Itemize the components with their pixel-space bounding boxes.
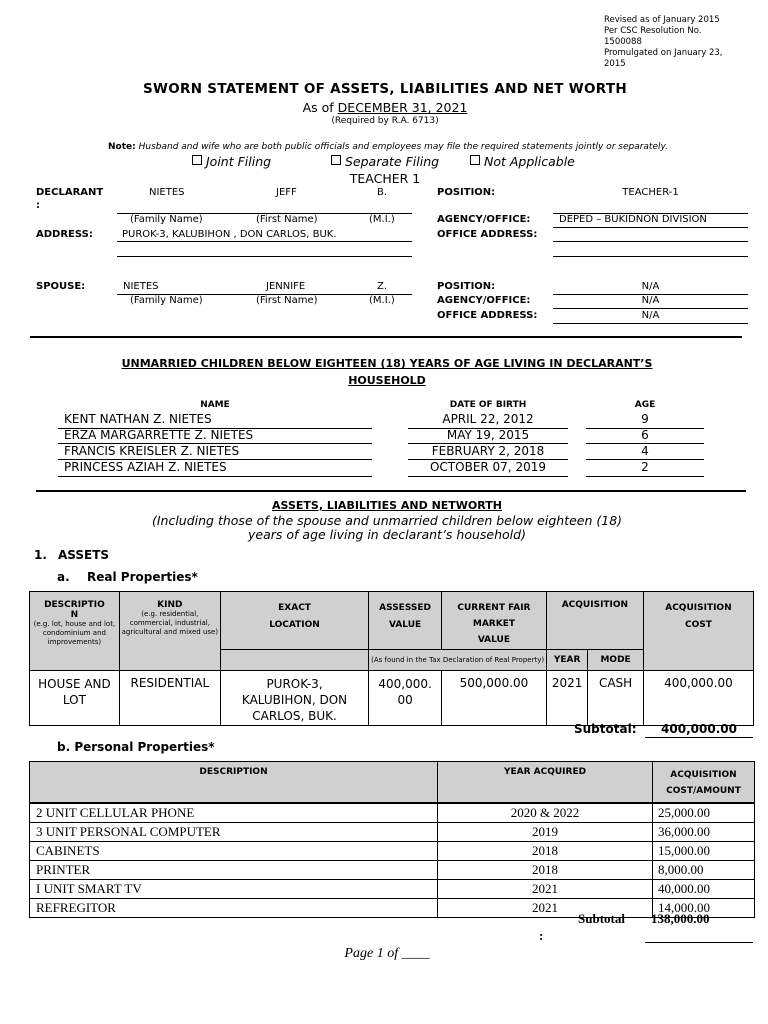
personal-properties-table — [29, 761, 755, 918]
address-label: ADDRESS: — [36, 229, 93, 240]
table-row — [30, 822, 755, 841]
declarant-family-name: NIETES — [149, 187, 185, 198]
cell-cost: 40,000.00 — [653, 879, 755, 898]
revision-note — [604, 15, 754, 70]
real-subtotal-line — [645, 737, 753, 738]
office-address-line — [553, 241, 748, 242]
children-title-2: HOUSEHOLD — [348, 374, 426, 387]
joint-filing-option[interactable] — [192, 154, 271, 169]
spouse-label: SPOUSE: — [36, 281, 86, 292]
table-row — [30, 803, 755, 823]
page-title: SWORN STATEMENT OF ASSETS, LIABILITIES AND NET WORTH — [143, 81, 627, 97]
child-age: 9 — [641, 412, 649, 426]
spouse-agency-line — [553, 308, 748, 309]
real-properties-title: Real Properties* — [87, 570, 198, 584]
checkbox-icon[interactable] — [470, 155, 480, 165]
not-applicable-option[interactable] — [470, 154, 575, 169]
personal-properties-title: b. Personal Properties* — [57, 740, 215, 754]
cell-cost: 14,000.00 — [653, 898, 755, 917]
address-line — [117, 241, 412, 242]
cell-year: 2021 — [438, 879, 653, 898]
child-age: 4 — [641, 444, 649, 458]
cell-mode: CASH — [588, 671, 644, 726]
header-value-note: (As found in the Tax Declaration of Real Property) — [369, 650, 547, 671]
revision-line: Promulgated on January 23, — [604, 48, 723, 58]
spouse-agency-label: AGENCY/OFFICE: — [437, 295, 531, 306]
cell-description: CABINETS — [30, 841, 438, 860]
address-value: PUROK-3, KALUBIHON , DON CARLOS, BUK. — [122, 229, 337, 240]
separate-filing-label: Separate Filing — [345, 154, 440, 169]
cell-description: I UNIT SMART TV — [30, 879, 438, 898]
mi-caption: (M.I.) — [369, 214, 395, 225]
note — [0, 142, 768, 152]
spouse-agency-value: N/A — [641, 295, 660, 306]
header-fair-market-value: CURRENT FAIR MARKET VALUE — [441, 592, 546, 650]
spouse-position-value: N/A — [641, 281, 660, 292]
cell-year: 2021 — [438, 898, 653, 917]
real-properties-letter: a. — [57, 570, 70, 584]
child-name: KENT NATHAN Z. NIETES — [64, 412, 212, 426]
cell-cost: 25,000.00 — [653, 803, 755, 823]
header-assessed-value: ASSESSED VALUE — [369, 592, 442, 650]
header-description: DESCRIPTIO N (e.g. lot, house and lot, condominium and improvements) — [30, 592, 120, 671]
header-location: EXACT LOCATION — [220, 592, 368, 650]
not-applicable-label: Not Applicable — [484, 154, 575, 169]
cell-cost: 8,000.00 — [653, 860, 755, 879]
real-properties-table — [29, 591, 754, 726]
header-acquisition-cost: ACQUISITION COST — [643, 592, 753, 671]
family-name-caption: (Family Name) — [130, 214, 203, 225]
as-of-line — [0, 100, 768, 115]
cell-assessed-value: 400,000. 00 — [369, 671, 442, 726]
table-row — [30, 841, 755, 860]
section-divider-2 — [36, 490, 746, 492]
list-item — [58, 428, 718, 444]
cell-description: PRINTER — [30, 860, 438, 879]
spouse-first-caption: (First Name) — [256, 295, 318, 306]
children-list — [58, 412, 718, 476]
cell-cost: 15,000.00 — [653, 841, 755, 860]
spouse-family-caption: (Family Name) — [130, 295, 203, 306]
child-dob: MAY 19, 2015 — [446, 428, 530, 442]
alnw-subtitle-2: years of age living in declarant’s household) — [248, 527, 526, 542]
table-row — [30, 898, 755, 917]
col-name-header: NAME — [200, 400, 230, 410]
required-by: (Required by R.A. 6713) — [331, 116, 439, 126]
cell-description: 3 UNIT PERSONAL COMPUTER — [30, 822, 438, 841]
assets-number: 1. — [34, 548, 47, 562]
cell-description: 2 UNIT CELLULAR PHONE — [30, 803, 438, 823]
header-mode: MODE — [588, 650, 644, 671]
spouse-office-line — [553, 323, 748, 324]
checkbox-icon[interactable] — [331, 155, 341, 165]
child-dob: APRIL 22, 2012 — [442, 412, 534, 426]
child-name: FRANCIS KREISLER Z. NIETES — [64, 444, 240, 458]
child-dob: FEBRUARY 2, 2018 — [431, 444, 545, 458]
spouse-position-label: POSITION: — [437, 281, 496, 292]
child-name: PRINCESS AZIAH Z. NIETES — [64, 460, 227, 474]
cell-location: PUROK-3, KALUBIHON, DON CARLOS, BUK. — [220, 671, 368, 726]
declarant-label: DECLARANT — [36, 187, 104, 198]
agency-label: AGENCY/OFFICE: — [437, 214, 531, 225]
header-acquisition: ACQUISITION — [546, 592, 643, 650]
list-item — [58, 460, 718, 476]
header-year-acquired: YEAR ACQUIRED — [438, 762, 653, 803]
agency-line — [553, 227, 748, 228]
spouse-mi-caption: (M.I.) — [369, 295, 395, 306]
real-subtotal-value: 400,000.00 — [661, 722, 737, 736]
cell-cost: 400,000.00 — [643, 671, 753, 726]
col-dob-header: DATE OF BIRTH — [449, 400, 527, 410]
table-row — [30, 671, 754, 726]
alnw-subtitle: (Including those of the spouse and unmarried children below eighteen (18) — [151, 513, 623, 528]
personal-subtotal-label: Subtotal — [578, 911, 625, 926]
header-acquisition-cost: ACQUISITION COST/AMOUNT — [653, 762, 755, 803]
spouse-office-value: N/A — [641, 310, 660, 321]
personal-subtotal-value: 138,000.00 — [651, 911, 710, 926]
child-age: 6 — [641, 428, 649, 442]
assets-heading: ASSETS — [58, 548, 110, 562]
separate-filing-option[interactable] — [331, 154, 439, 169]
cell-year: 2020 & 2022 — [438, 803, 653, 823]
declarant-first-name: JEFF — [276, 187, 297, 198]
teacher-label: TEACHER 1 — [349, 171, 421, 186]
revision-line: Revised as of January 2015 — [604, 15, 720, 25]
note-text: Husband and wife who are both public officials and employees may file the required statements jointly or separately. — [138, 142, 668, 152]
child-dob: OCTOBER 07, 2019 — [429, 460, 546, 474]
as-of-date: DECEMBER 31, 2021 — [337, 100, 468, 115]
office-address-label: OFFICE ADDRESS: — [437, 229, 538, 240]
spouse-first-name: JENNIFE — [266, 281, 306, 292]
cell-year: 2019 — [438, 822, 653, 841]
header-kind: KIND (e.g. residential, commercial, industrial, agricultural and mixed use) — [119, 592, 220, 671]
header-description: DESCRIPTION — [30, 762, 438, 803]
spouse-office-label: OFFICE ADDRESS: — [437, 310, 538, 321]
spouse-mi: Z. — [377, 281, 388, 292]
revision-line: 2015 — [604, 59, 626, 69]
section-divider — [30, 336, 742, 338]
office-address-line-2 — [553, 256, 748, 257]
personal-subtotal-line — [645, 942, 753, 943]
declarant-mi: B. — [377, 187, 388, 198]
cell-fair-value: 500,000.00 — [441, 671, 546, 726]
child-name: ERZA MARGARRETTE Z. NIETES — [64, 428, 254, 442]
revision-line: Per CSC Resolution No. — [604, 26, 702, 36]
header-year: YEAR — [546, 650, 587, 671]
revision-line: 1500088 — [604, 37, 642, 47]
spouse-family-name: NIETES — [123, 281, 159, 292]
checkbox-icon[interactable] — [192, 155, 202, 165]
list-item — [58, 444, 718, 460]
declarant-colon: : — [36, 200, 40, 211]
table-row — [30, 860, 755, 879]
alnw-title: ASSETS, LIABILITIES AND NETWORTH — [272, 499, 502, 512]
address-line-2 — [117, 256, 412, 257]
col-age-header: AGE — [634, 400, 656, 410]
cell-cost: 36,000.00 — [653, 822, 755, 841]
table-row — [30, 879, 755, 898]
cell-year: 2018 — [438, 860, 653, 879]
cell-kind: RESIDENTIAL — [119, 671, 220, 726]
joint-filing-label: Joint Filing — [206, 154, 272, 169]
cell-description: HOUSE AND LOT — [30, 671, 120, 726]
position-value: TEACHER-1 — [622, 187, 679, 198]
cell-year: 2018 — [438, 841, 653, 860]
position-label: POSITION: — [437, 187, 496, 198]
real-subtotal-label: Subtotal: — [574, 722, 637, 736]
cell-description: REFREGITOR — [30, 898, 438, 917]
personal-subtotal-colon: : — [539, 928, 544, 943]
child-age: 2 — [641, 460, 649, 474]
header-location-sub — [220, 650, 368, 671]
cell-year: 2021 — [546, 671, 587, 726]
list-item — [58, 412, 718, 428]
as-of-label: As of — [302, 100, 334, 115]
page-number: Page 1 of ____ — [344, 946, 430, 961]
first-name-caption: (First Name) — [256, 214, 318, 225]
note-label: Note: — [108, 142, 136, 152]
children-title: UNMARRIED CHILDREN BELOW EIGHTEEN (18) YEARS OF AGE LIVING IN DECLARANT’S — [121, 357, 653, 370]
agency-value: DEPED – BUKIDNON DIVISION — [559, 214, 707, 225]
